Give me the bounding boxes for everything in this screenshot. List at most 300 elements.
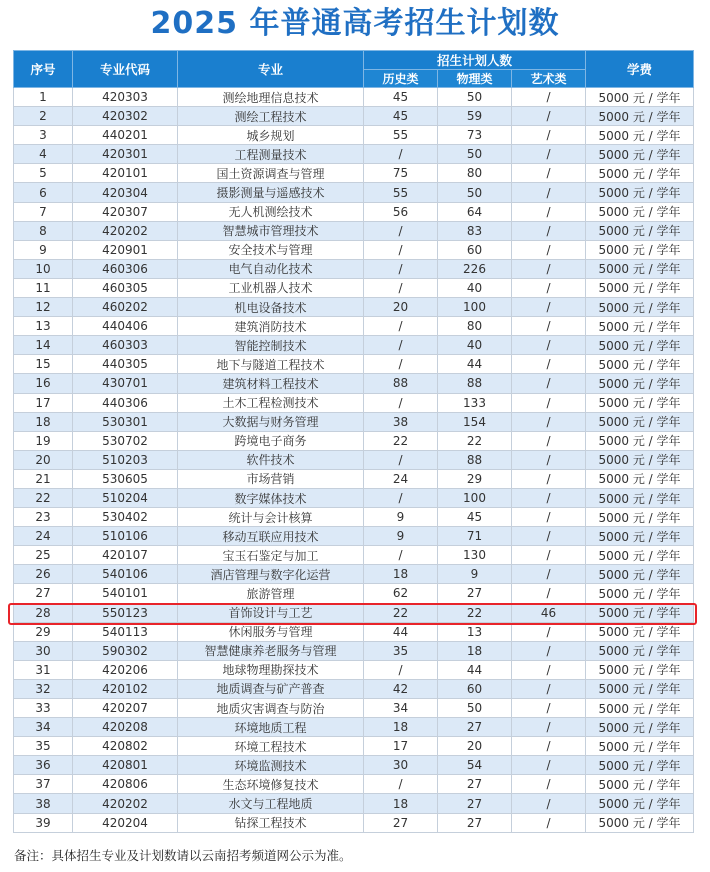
table-row [14, 660, 694, 679]
table-row [14, 298, 694, 317]
cell-fee: 5000 元 / 学年 [586, 145, 694, 164]
cell-code: 550123 [73, 603, 178, 622]
cell-seq: 15 [14, 355, 73, 374]
cell-major: 移动互联应用技术 [178, 527, 364, 546]
cell-seq: 5 [14, 164, 73, 183]
cell-major: 环境工程技术 [178, 737, 364, 756]
cell-art: / [512, 202, 586, 221]
cell-major: 安全技术与管理 [178, 240, 364, 259]
cell-physics: 20 [438, 737, 512, 756]
cell-physics: 64 [438, 202, 512, 221]
cell-major: 生态环境修复技术 [178, 775, 364, 794]
header-history: 历史类 [364, 70, 438, 88]
cell-history: / [364, 278, 438, 297]
header-code: 专业代码 [73, 51, 178, 88]
table-row [14, 756, 694, 775]
cell-seq: 19 [14, 431, 73, 450]
cell-seq: 1 [14, 88, 73, 107]
cell-physics: 83 [438, 221, 512, 240]
cell-history: 9 [364, 527, 438, 546]
table-row [14, 699, 694, 718]
cell-code: 530702 [73, 431, 178, 450]
table-row [14, 450, 694, 469]
cell-physics: 73 [438, 126, 512, 145]
cell-major: 智慧城市管理技术 [178, 221, 364, 240]
cell-physics: 100 [438, 298, 512, 317]
cell-seq: 29 [14, 622, 73, 641]
cell-art: / [512, 660, 586, 679]
cell-seq: 35 [14, 737, 73, 756]
cell-history: / [364, 145, 438, 164]
cell-art: / [512, 794, 586, 813]
cell-fee: 5000 元 / 学年 [586, 794, 694, 813]
cell-seq: 6 [14, 183, 73, 202]
cell-code: 420303 [73, 88, 178, 107]
cell-art: / [512, 565, 586, 584]
cell-code: 440305 [73, 355, 178, 374]
footnote: 备注：具体招生专业及计划数请以云南招考频道网公示为准。 [14, 848, 352, 863]
table-row [14, 488, 694, 507]
table-row [14, 641, 694, 660]
cell-fee: 5000 元 / 学年 [586, 527, 694, 546]
cell-fee: 5000 元 / 学年 [586, 508, 694, 527]
cell-major: 地球物理勘探技术 [178, 660, 364, 679]
cell-major: 宝玉石鉴定与加工 [178, 546, 364, 565]
cell-seq: 28 [14, 603, 73, 622]
cell-code: 440406 [73, 317, 178, 336]
table-row [14, 183, 694, 202]
cell-major: 工程测量技术 [178, 145, 364, 164]
cell-art: / [512, 641, 586, 660]
cell-major: 工业机器人技术 [178, 278, 364, 297]
table-row [14, 431, 694, 450]
cell-code: 430701 [73, 374, 178, 393]
cell-seq: 32 [14, 679, 73, 698]
cell-fee: 5000 元 / 学年 [586, 164, 694, 183]
cell-art: / [512, 278, 586, 297]
cell-history: 56 [364, 202, 438, 221]
cell-code: 420101 [73, 164, 178, 183]
table-row [14, 412, 694, 431]
cell-history: 18 [364, 718, 438, 737]
table-row [14, 737, 694, 756]
table-row [14, 221, 694, 240]
cell-code: 420207 [73, 699, 178, 718]
table-row [14, 546, 694, 565]
table-row [14, 164, 694, 183]
cell-major: 钻探工程技术 [178, 813, 364, 832]
cell-art: / [512, 240, 586, 259]
cell-seq: 26 [14, 565, 73, 584]
cell-code: 420302 [73, 107, 178, 126]
cell-physics: 80 [438, 164, 512, 183]
cell-major: 测绘工程技术 [178, 107, 364, 126]
cell-physics: 226 [438, 259, 512, 278]
cell-code: 420202 [73, 221, 178, 240]
cell-art: / [512, 756, 586, 775]
cell-fee: 5000 元 / 学年 [586, 355, 694, 374]
cell-code: 440201 [73, 126, 178, 145]
cell-code: 510204 [73, 488, 178, 507]
cell-fee: 5000 元 / 学年 [586, 756, 694, 775]
cell-code: 420102 [73, 679, 178, 698]
cell-art: 46 [512, 603, 586, 622]
cell-history: 22 [364, 603, 438, 622]
cell-physics: 29 [438, 469, 512, 488]
cell-code: 420202 [73, 794, 178, 813]
cell-fee: 5000 元 / 学年 [586, 278, 694, 297]
cell-major: 智能控制技术 [178, 336, 364, 355]
cell-major: 酒店管理与数字化运营 [178, 565, 364, 584]
cell-physics: 100 [438, 488, 512, 507]
cell-major: 地质灾害调查与防治 [178, 699, 364, 718]
cell-physics: 133 [438, 393, 512, 412]
cell-history: 35 [364, 641, 438, 660]
cell-history: / [364, 775, 438, 794]
highlight-box-row-28 [8, 603, 697, 625]
cell-major: 电气自动化技术 [178, 259, 364, 278]
cell-history: 44 [364, 622, 438, 641]
cell-fee: 5000 元 / 学年 [586, 469, 694, 488]
cell-seq: 20 [14, 450, 73, 469]
cell-history: / [364, 336, 438, 355]
cell-physics: 88 [438, 450, 512, 469]
table-row [14, 565, 694, 584]
cell-history: 20 [364, 298, 438, 317]
cell-fee: 5000 元 / 学年 [586, 450, 694, 469]
cell-physics: 18 [438, 641, 512, 660]
cell-seq: 2 [14, 107, 73, 126]
cell-major: 国土资源调查与管理 [178, 164, 364, 183]
table-row [14, 107, 694, 126]
cell-code: 420107 [73, 546, 178, 565]
table-row [14, 775, 694, 794]
cell-history: / [364, 221, 438, 240]
table-row [14, 794, 694, 813]
cell-seq: 24 [14, 527, 73, 546]
cell-fee: 5000 元 / 学年 [586, 240, 694, 259]
cell-code: 540106 [73, 565, 178, 584]
cell-seq: 21 [14, 469, 73, 488]
cell-history: 18 [364, 565, 438, 584]
table-row [14, 718, 694, 737]
cell-major: 环境地质工程 [178, 718, 364, 737]
cell-major: 市场营销 [178, 469, 364, 488]
cell-fee: 5000 元 / 学年 [586, 317, 694, 336]
cell-physics: 54 [438, 756, 512, 775]
cell-physics: 27 [438, 718, 512, 737]
cell-fee: 5000 元 / 学年 [586, 622, 694, 641]
cell-art: / [512, 718, 586, 737]
table-row [14, 679, 694, 698]
cell-art: / [512, 126, 586, 145]
cell-fee: 5000 元 / 学年 [586, 584, 694, 603]
cell-fee: 5000 元 / 学年 [586, 660, 694, 679]
cell-fee: 5000 元 / 学年 [586, 718, 694, 737]
cell-physics: 22 [438, 603, 512, 622]
cell-art: / [512, 88, 586, 107]
cell-art: / [512, 584, 586, 603]
table-row [14, 527, 694, 546]
cell-major: 地质调查与矿产普查 [178, 679, 364, 698]
cell-physics: 60 [438, 240, 512, 259]
cell-fee: 5000 元 / 学年 [586, 107, 694, 126]
cell-major: 首饰设计与工艺 [178, 603, 364, 622]
cell-physics: 9 [438, 565, 512, 584]
cell-art: / [512, 622, 586, 641]
cell-fee: 5000 元 / 学年 [586, 679, 694, 698]
cell-physics: 154 [438, 412, 512, 431]
cell-history: 27 [364, 813, 438, 832]
cell-fee: 5000 元 / 学年 [586, 259, 694, 278]
cell-major: 摄影测量与遥感技术 [178, 183, 364, 202]
cell-code: 460306 [73, 259, 178, 278]
cell-art: / [512, 431, 586, 450]
cell-major: 建筑材料工程技术 [178, 374, 364, 393]
cell-fee: 5000 元 / 学年 [586, 775, 694, 794]
table-row [14, 88, 694, 107]
cell-major: 智慧健康养老服务与管理 [178, 641, 364, 660]
cell-seq: 10 [14, 259, 73, 278]
cell-fee: 5000 元 / 学年 [586, 546, 694, 565]
cell-history: / [364, 488, 438, 507]
cell-physics: 44 [438, 660, 512, 679]
cell-seq: 8 [14, 221, 73, 240]
cell-fee: 5000 元 / 学年 [586, 374, 694, 393]
cell-physics: 60 [438, 679, 512, 698]
cell-code: 420901 [73, 240, 178, 259]
cell-art: / [512, 450, 586, 469]
cell-fee: 5000 元 / 学年 [586, 699, 694, 718]
cell-fee: 5000 元 / 学年 [586, 431, 694, 450]
table-row [14, 202, 694, 221]
cell-major: 跨境电子商务 [178, 431, 364, 450]
cell-code: 460202 [73, 298, 178, 317]
cell-art: / [512, 259, 586, 278]
cell-seq: 34 [14, 718, 73, 737]
cell-physics: 59 [438, 107, 512, 126]
cell-history: / [364, 259, 438, 278]
cell-seq: 4 [14, 145, 73, 164]
cell-history: 55 [364, 126, 438, 145]
cell-code: 420802 [73, 737, 178, 756]
cell-code: 540113 [73, 622, 178, 641]
table-row [14, 393, 694, 412]
table-row [14, 336, 694, 355]
cell-art: / [512, 508, 586, 527]
cell-code: 510203 [73, 450, 178, 469]
cell-seq: 13 [14, 317, 73, 336]
cell-art: / [512, 336, 586, 355]
header-art: 艺术类 [512, 70, 586, 88]
cell-seq: 3 [14, 126, 73, 145]
cell-art: / [512, 355, 586, 374]
cell-major: 旅游管理 [178, 584, 364, 603]
cell-major: 环境监测技术 [178, 756, 364, 775]
cell-fee: 5000 元 / 学年 [586, 298, 694, 317]
table-row [14, 469, 694, 488]
table-body [14, 88, 694, 833]
cell-seq: 37 [14, 775, 73, 794]
cell-physics: 27 [438, 794, 512, 813]
cell-art: / [512, 107, 586, 126]
cell-art: / [512, 412, 586, 431]
cell-art: / [512, 298, 586, 317]
cell-seq: 33 [14, 699, 73, 718]
cell-physics: 45 [438, 508, 512, 527]
cell-history: / [364, 240, 438, 259]
cell-history: 42 [364, 679, 438, 698]
cell-fee: 5000 元 / 学年 [586, 603, 694, 622]
table-row [14, 317, 694, 336]
cell-physics: 50 [438, 145, 512, 164]
cell-history: 55 [364, 183, 438, 202]
cell-physics: 27 [438, 775, 512, 794]
cell-physics: 50 [438, 88, 512, 107]
cell-fee: 5000 元 / 学年 [586, 641, 694, 660]
cell-art: / [512, 527, 586, 546]
header-seq: 序号 [14, 51, 73, 88]
cell-code: 460303 [73, 336, 178, 355]
cell-history: / [364, 450, 438, 469]
cell-history: 24 [364, 469, 438, 488]
table-row [14, 145, 694, 164]
cell-history: / [364, 393, 438, 412]
cell-history: 45 [364, 88, 438, 107]
cell-history: 38 [364, 412, 438, 431]
cell-history: 17 [364, 737, 438, 756]
cell-physics: 27 [438, 584, 512, 603]
cell-physics: 130 [438, 546, 512, 565]
cell-seq: 16 [14, 374, 73, 393]
cell-fee: 5000 元 / 学年 [586, 202, 694, 221]
cell-art: / [512, 699, 586, 718]
cell-fee: 5000 元 / 学年 [586, 393, 694, 412]
cell-art: / [512, 679, 586, 698]
header-plan-group: 招生计划人数 [364, 51, 586, 70]
cell-code: 420304 [73, 183, 178, 202]
cell-major: 数字媒体技术 [178, 488, 364, 507]
table-row [14, 374, 694, 393]
cell-history: 75 [364, 164, 438, 183]
page-title: 2025 年普通高考招生计划数 [150, 6, 560, 41]
cell-code: 420206 [73, 660, 178, 679]
cell-history: / [364, 317, 438, 336]
cell-history: 45 [364, 107, 438, 126]
cell-art: / [512, 813, 586, 832]
cell-seq: 39 [14, 813, 73, 832]
cell-seq: 25 [14, 546, 73, 565]
cell-physics: 44 [438, 355, 512, 374]
cell-art: / [512, 374, 586, 393]
cell-art: / [512, 393, 586, 412]
cell-major: 城乡规划 [178, 126, 364, 145]
table-row [14, 508, 694, 527]
enrollment-plan-table [13, 50, 694, 833]
header-fee: 学费 [586, 51, 694, 88]
cell-major: 软件技术 [178, 450, 364, 469]
cell-art: / [512, 183, 586, 202]
table-row [14, 126, 694, 145]
cell-art: / [512, 488, 586, 507]
cell-history: 18 [364, 794, 438, 813]
cell-seq: 27 [14, 584, 73, 603]
cell-major: 大数据与财务管理 [178, 412, 364, 431]
cell-code: 420301 [73, 145, 178, 164]
cell-art: / [512, 737, 586, 756]
cell-seq: 17 [14, 393, 73, 412]
cell-history: 88 [364, 374, 438, 393]
cell-fee: 5000 元 / 学年 [586, 412, 694, 431]
table-row [14, 355, 694, 374]
cell-art: / [512, 145, 586, 164]
cell-major: 无人机测绘技术 [178, 202, 364, 221]
cell-code: 590302 [73, 641, 178, 660]
cell-art: / [512, 469, 586, 488]
cell-physics: 13 [438, 622, 512, 641]
cell-code: 420204 [73, 813, 178, 832]
cell-seq: 7 [14, 202, 73, 221]
cell-art: / [512, 317, 586, 336]
cell-art: / [512, 164, 586, 183]
table-header [14, 51, 694, 88]
table-row [14, 240, 694, 259]
cell-fee: 5000 元 / 学年 [586, 88, 694, 107]
cell-fee: 5000 元 / 学年 [586, 126, 694, 145]
cell-fee: 5000 元 / 学年 [586, 221, 694, 240]
cell-physics: 50 [438, 699, 512, 718]
cell-fee: 5000 元 / 学年 [586, 813, 694, 832]
table-row [14, 278, 694, 297]
cell-history: 62 [364, 584, 438, 603]
cell-art: / [512, 546, 586, 565]
cell-major: 机电设备技术 [178, 298, 364, 317]
cell-physics: 27 [438, 813, 512, 832]
cell-history: 22 [364, 431, 438, 450]
cell-physics: 40 [438, 278, 512, 297]
cell-seq: 12 [14, 298, 73, 317]
cell-major: 休闲服务与管理 [178, 622, 364, 641]
cell-seq: 14 [14, 336, 73, 355]
cell-physics: 88 [438, 374, 512, 393]
cell-seq: 30 [14, 641, 73, 660]
cell-history: 9 [364, 508, 438, 527]
cell-seq: 36 [14, 756, 73, 775]
cell-code: 420208 [73, 718, 178, 737]
cell-history: / [364, 660, 438, 679]
cell-fee: 5000 元 / 学年 [586, 737, 694, 756]
cell-seq: 9 [14, 240, 73, 259]
cell-physics: 80 [438, 317, 512, 336]
cell-seq: 23 [14, 508, 73, 527]
cell-code: 420307 [73, 202, 178, 221]
cell-history: 34 [364, 699, 438, 718]
cell-seq: 11 [14, 278, 73, 297]
cell-major: 建筑消防技术 [178, 317, 364, 336]
cell-seq: 31 [14, 660, 73, 679]
cell-code: 510106 [73, 527, 178, 546]
cell-fee: 5000 元 / 学年 [586, 183, 694, 202]
cell-physics: 71 [438, 527, 512, 546]
cell-code: 530301 [73, 412, 178, 431]
header-major: 专业 [178, 51, 364, 88]
table-row [14, 259, 694, 278]
cell-major: 地下与隧道工程技术 [178, 355, 364, 374]
cell-major: 土木工程检测技术 [178, 393, 364, 412]
cell-major: 水文与工程地质 [178, 794, 364, 813]
cell-art: / [512, 221, 586, 240]
header-physics: 物理类 [438, 70, 512, 88]
